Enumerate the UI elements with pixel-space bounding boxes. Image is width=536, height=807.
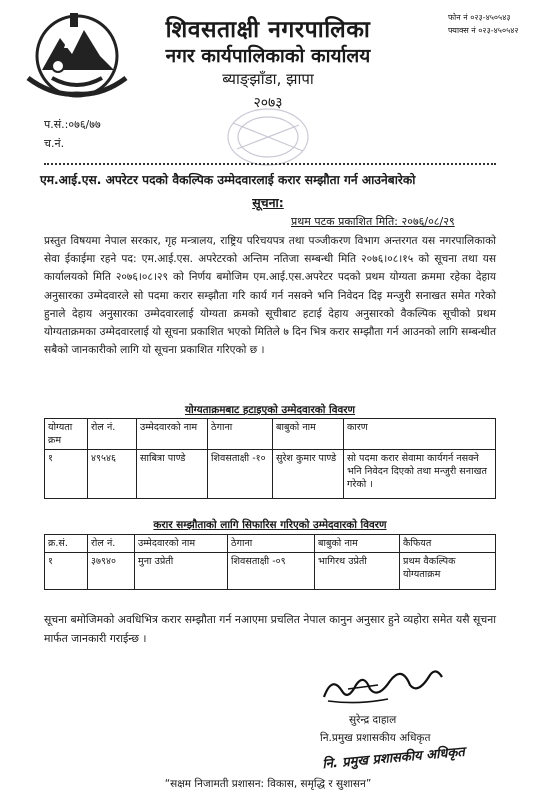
recommended-candidate-caption: करार सम्झौताको लागि सिफारिस गरिएको उम्मेदवारको विवरण — [153, 519, 387, 531]
footer-note: सूचना बमोजिमको अवधिभित्र करार सम्झौता गर्न नआएमा प्रचलित नेपाल कानुन अनुसार हुने व्यहोरा समेत यसै सूचना मार्फत जानकारी गराईन्छ । — [44, 613, 496, 645]
body-paragraph: प्रस्तुत विषयमा नेपाल सरकार, गृह मन्त्रालय, राष्ट्रिय परिचयपत्र तथा पञ्जीकरण विभाग अन्तरगत यस नगरपालिकाको सेवा ईकाईमा रहने पद: एम.आई.एस. अपरेटरको अन्तिम नतिजा सम्बन्धी मिति २०७६।०८।१५ को सूचना तथा यस कार्यालयको मिति २०७६।०८।२९ को निर्णय बमोजिम एम.आई.एस.अपरेटर पदको प्रथम योग्यता क्रममा रहेका देहाय अनुसारका उम्मेदवारले सो पदमा करार सम्झौता गरि कार्य गर्न नसक्ने भनि निवेदन दिइ मन्जुरी सनाखत समेत गरेको हुनाले देहाय अनुसारका उम्मेदवारलाई योग्यता क्रमको सूचीबाट हटाई देहाय अनुसारको वैकल्पिक सूचीको प्रथम योग्यताक्रमका उम्मेदवारलाई यो सूचना प्रकाशित भएको मितिले ७ दिन भित्र करार सम्झौता गर्न आउनको लागि सम्बन्धीत सबैको जानकारीको लागि यो सूचना प्रकाशित गरिएको छ । — [44, 235, 496, 357]
published-date: प्रथम पटक प्रकाशित मिति: २०७६/०८/२९ — [291, 215, 455, 228]
office-location: ब्याङ्झाँडा, झापा — [222, 70, 314, 88]
table-cell: साबित्रा पाण्डे — [137, 450, 208, 499]
table-header-cell: रोल नं. — [88, 535, 135, 553]
table-header-cell: बाबुको नाम — [315, 535, 400, 553]
notice-body — [44, 232, 496, 359]
removed-candidate-caption: योग्यताक्रमबाट हटाइएको उम्मेदवारको विवरण — [184, 404, 356, 416]
fax-number: फ्याक्स नं ०२३-४५०५४२ — [448, 26, 519, 35]
table-cell: १ — [45, 553, 88, 590]
table-row — [45, 450, 496, 499]
signatory-name: सुरेन्द्र दाहाल — [349, 714, 397, 726]
signature-icon — [318, 655, 448, 709]
table-header-row — [45, 419, 496, 450]
dispatch-number: च.नं. — [44, 137, 65, 150]
table-cell: ३७९४० — [88, 553, 135, 590]
office-stamp-icon — [223, 103, 313, 171]
table-cell: मुना उप्रेती — [135, 553, 228, 590]
table-cell: सुरेश कुमार पाण्डे — [273, 450, 344, 499]
established-year: २०७३ — [253, 95, 283, 111]
reference-number: प.सं.:०७६/७७ — [44, 118, 101, 131]
notice-subject: एम.आई.एस. अपरेटर पदको वैकल्पिक उम्मेदवारलाई करार सम्झौता गर्न आउनेबारेको — [40, 173, 416, 187]
table-header-cell: उम्मेदवारको नाम — [135, 535, 228, 553]
table-header-cell: बाबुको नाम — [273, 419, 344, 450]
table-header-cell: योग्यता क्रम — [45, 419, 88, 450]
designation-stamp: नि. प्रमुख प्रशासकीय अधिकृत — [321, 744, 466, 773]
table-cell: सो पदमा करार सेवामा कार्यगर्न नसक्ने भनि निवेदन दिएको तथा मन्जुरी सनाखत गरेको । — [344, 450, 496, 499]
office-motto: “सक्षम निजामती प्रशासन: विकास, समृद्धि र सुशासन” — [164, 778, 372, 790]
table-header-cell: कारण — [344, 419, 496, 450]
table-row — [45, 553, 496, 590]
table-header-cell: रोल नं. — [88, 419, 137, 450]
phone-number: फोन नं ०२३-४५०५४३ — [448, 13, 511, 22]
table-header-row — [45, 535, 496, 553]
notice-title: सूचना: — [252, 195, 284, 210]
table-cell: १ — [45, 450, 88, 499]
table-cell: शिवसताक्षी -०९ — [228, 553, 315, 590]
table-header-cell: क्र.सं. — [45, 535, 88, 553]
recommended-candidate-table — [44, 534, 496, 590]
org-name: शिवसताक्षी नगरपालिका — [165, 17, 371, 43]
removed-candidate-table — [44, 418, 496, 499]
table-header-cell: कैफियत — [400, 535, 496, 553]
table-cell: शिवसताक्षी -१० — [208, 450, 273, 499]
table-cell: ४९५४६ — [88, 450, 137, 499]
separator-line — [44, 163, 496, 165]
table-header-cell: ठेगाना — [208, 419, 273, 450]
office-name: नगर कार्यपालिकाको कार्यालय — [165, 45, 371, 67]
table-header-cell: उम्मेदवारको नाम — [137, 419, 208, 450]
signatory-designation: नि.प्रमुख प्रशासकीय अधिकृत — [320, 732, 431, 744]
table-cell: भागिरथ उप्रेती — [315, 553, 400, 590]
table-header-cell: ठेगाना — [228, 535, 315, 553]
table-cell: प्रथम वैकल्पिक योग्यताक्रम — [400, 553, 496, 590]
